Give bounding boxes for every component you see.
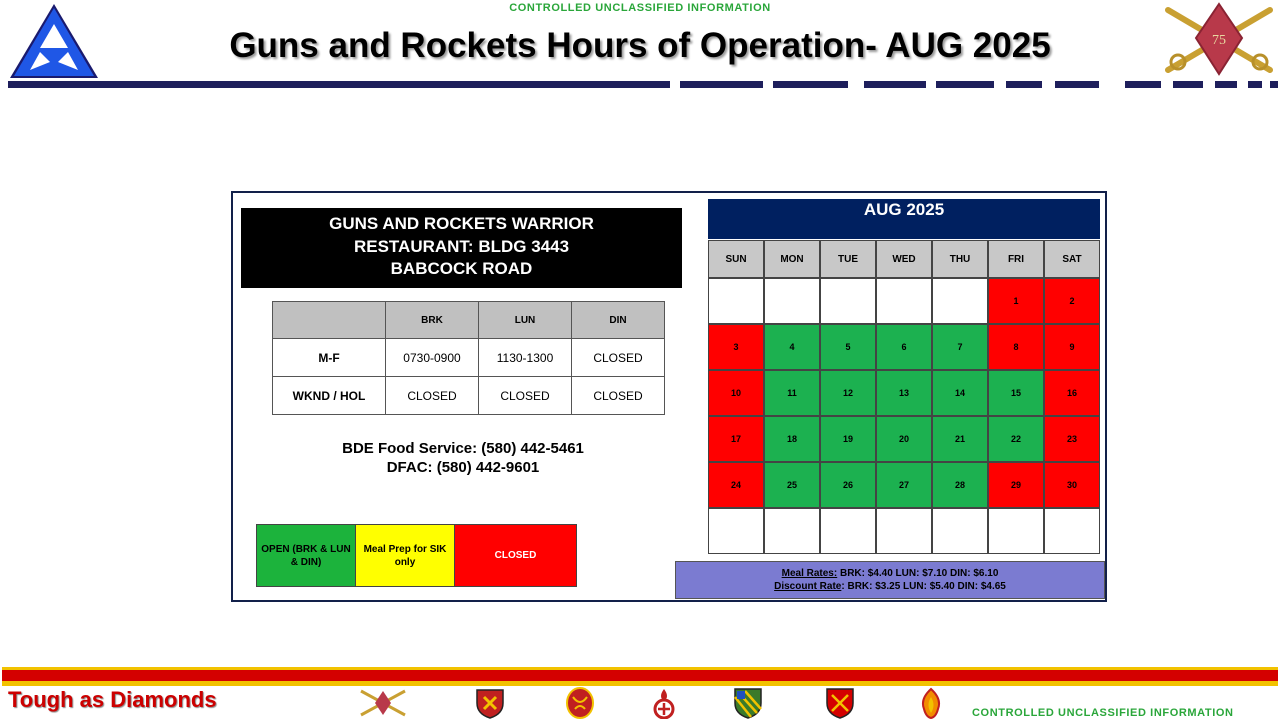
restaurant-address: BABCOCK ROAD [390, 259, 533, 278]
calendar-day-cell: 29 [988, 462, 1044, 508]
calendar-month-title: AUG 2025 [708, 199, 1100, 239]
hours-header-blank [273, 302, 386, 339]
calendar-day-cell: 14 [932, 370, 988, 416]
discount-rates-label: Discount Rate [774, 581, 842, 592]
hours-day-label: M-F [273, 339, 386, 377]
flame-insignia-icon [916, 687, 946, 719]
calendar-day-cell: 13 [876, 370, 932, 416]
cui-banner-top: CONTROLLED UNCLASSIFIED INFORMATION [509, 2, 771, 14]
calendar-empty-cell [932, 278, 988, 324]
discount-rates-values: : BRK: $3.25 LUN: $5.40 DIN: $4.65 [841, 581, 1006, 592]
calendar-day-cell: 3 [708, 324, 764, 370]
meal-rates-line [676, 567, 1104, 580]
calendar-day-header: FRI [988, 240, 1044, 278]
status-legend [256, 524, 577, 587]
hours-cell: CLOSED [386, 377, 479, 415]
footer-stripe [2, 667, 1278, 686]
legend-meal-prep: Meal Prep for SIK only [356, 525, 455, 586]
header-divider [8, 81, 1278, 88]
calendar-day-cell: 9 [1044, 324, 1100, 370]
table-row [273, 339, 665, 377]
legend-closed: CLOSED [455, 525, 576, 586]
calendar-day-cell: 20 [876, 416, 932, 462]
hours-header-brk: BRK [386, 302, 479, 339]
calendar-day-cell: 28 [932, 462, 988, 508]
calendar-day-header: WED [876, 240, 932, 278]
calendar-day-header: TUE [820, 240, 876, 278]
unit-number: 75 [1212, 33, 1226, 48]
dragon-shield-insignia-icon [565, 687, 595, 719]
calendar-day-cell: 1 [988, 278, 1044, 324]
calendar-empty-cell [764, 508, 820, 554]
discount-rates-line [676, 580, 1104, 593]
calendar-day-cell: 12 [820, 370, 876, 416]
schedule-panel [231, 191, 1107, 602]
hours-header-row [273, 302, 665, 339]
legend-open: OPEN (BRK & LUN & DIN) [257, 525, 356, 586]
calendar-day-cell: 5 [820, 324, 876, 370]
calendar-day-cell: 19 [820, 416, 876, 462]
calendar-day-cell: 17 [708, 416, 764, 462]
calendar-day-header: SAT [1044, 240, 1100, 278]
calendar-day-cell: 21 [932, 416, 988, 462]
restaurant-name-line2: RESTAURANT: BLDG 3443 [353, 236, 570, 256]
contact-info [293, 439, 633, 477]
food-service-phone: BDE Food Service: (580) 442-5461 [342, 440, 584, 457]
page-title: Guns and Rockets Hours of Operation- AUG 2025 [229, 26, 1051, 65]
calendar-day-cell: 25 [764, 462, 820, 508]
calendar-empty-cell [764, 278, 820, 324]
motto-text: Tough as Diamonds [8, 687, 217, 712]
cui-banner-bottom: CONTROLLED UNCLASSIFIED INFORMATION [972, 707, 1234, 719]
calendar-empty-cell [988, 508, 1044, 554]
calendar-day-cell: 26 [820, 462, 876, 508]
striped-shield-insignia-icon [733, 687, 763, 719]
calendar-day-cell: 2 [1044, 278, 1100, 324]
crossed-cannons-insignia-icon [358, 687, 408, 719]
restaurant-name-line1: GUNS AND ROCKETS WARRIOR [329, 214, 594, 233]
calendar-day-cell: 10 [708, 370, 764, 416]
calendar-empty-cell [1044, 508, 1100, 554]
hours-cell: CLOSED [572, 339, 665, 377]
hours-cell: CLOSED [479, 377, 572, 415]
calendar-empty-cell [708, 278, 764, 324]
calendar-day-cell: 24 [708, 462, 764, 508]
calendar-day-cell: 27 [876, 462, 932, 508]
calendar-day-cell: 15 [988, 370, 1044, 416]
flame-cross-insignia-icon [650, 687, 678, 719]
calendar-empty-cell [708, 508, 764, 554]
calendar-day-cell: 18 [764, 416, 820, 462]
calendar-day-cell: 6 [876, 324, 932, 370]
calendar-day-cell: 30 [1044, 462, 1100, 508]
dfac-phone: DFAC: (580) 442-9601 [386, 459, 540, 476]
restaurant-title-box [241, 208, 682, 288]
calendar-day-cell: 22 [988, 416, 1044, 462]
calendar-empty-cell [876, 508, 932, 554]
calendar-day-cell: 7 [932, 324, 988, 370]
calendar-day-cell: 11 [764, 370, 820, 416]
calendar-day-header: THU [932, 240, 988, 278]
meal-rates-box [675, 561, 1105, 599]
shield-insignia-icon [474, 687, 506, 719]
calendar-empty-cell [820, 508, 876, 554]
red-shield-insignia-icon [824, 687, 856, 719]
calendar-day-cell: 23 [1044, 416, 1100, 462]
calendar-day-cell: 16 [1044, 370, 1100, 416]
hours-header-lun: LUN [479, 302, 572, 339]
calendar-day-header: MON [764, 240, 820, 278]
meal-rates-values: BRK: $4.40 LUN: $7.10 DIN: $6.10 [837, 568, 999, 579]
table-row [273, 377, 665, 415]
hours-day-label: WKND / HOL [273, 377, 386, 415]
calendar-empty-cell [820, 278, 876, 324]
calendar-day-cell: 8 [988, 324, 1044, 370]
calendar-empty-cell [876, 278, 932, 324]
meal-rates-label: Meal Rates: [781, 568, 838, 579]
field-artillery-crossed-cannons-icon [1160, 2, 1278, 78]
calendar-grid [708, 240, 1100, 554]
calendar-empty-cell [932, 508, 988, 554]
hours-table [272, 301, 665, 415]
hours-cell: 0730-0900 [386, 339, 479, 377]
hours-cell: CLOSED [572, 377, 665, 415]
calendar-day-header: SUN [708, 240, 764, 278]
calendar-day-cell: 4 [764, 324, 820, 370]
hours-cell: 1130-1300 [479, 339, 572, 377]
hours-header-din: DIN [572, 302, 665, 339]
